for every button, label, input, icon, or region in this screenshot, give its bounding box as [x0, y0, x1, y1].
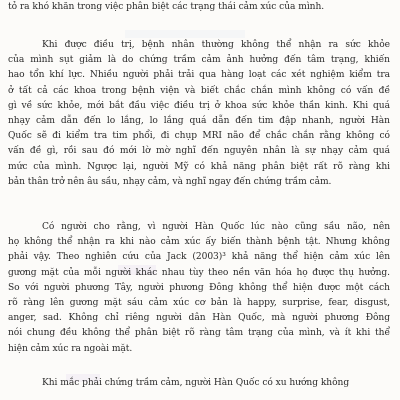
text-line: anger, sad. Không chỉ riêng người dân Hàn Quốc, mà người phương Đông: [8, 313, 390, 324]
text-line: phải vậy. Theo nghiên cứu của Jack (2003)³ khả năng thể hiện cảm xúc lên: [8, 252, 390, 263]
text-line: rõ ràng lên gương mặt sáu cảm xúc cơ bản là happy, surprise, fear, disgust,: [8, 297, 390, 308]
text-line: Khi được điều trị, bệnh nhân thường không thể nhận ra sức khỏe: [42, 40, 390, 50]
paragraph-continuation: [8, 0, 390, 15]
text-line: vấn đề gì, rồi sau đó mới lờ mờ nghĩ đến nguyên nhân là sự nhạy cảm quá: [8, 146, 390, 157]
text-line: Quốc sẽ đi kiểm tra tim phổi, đi chụp MRI não để chắc chắn rằng không có: [8, 131, 390, 142]
text-line: Có người cho rằng, vì người Hàn Quốc lúc nào cũng sầu não, nên: [42, 222, 390, 232]
text-line: nhạy cảm dẫn đến lo lắng, lo lắng quá dẫn đến tim đập nhanh, người Hàn: [8, 115, 390, 126]
paragraph-cultural-expression: [8, 220, 390, 357]
text-line: So với người phương Tây, người phương Đông không thể hiện được một cách: [8, 282, 390, 293]
text-line: bản thân trở nên âu sầu, nhạy cảm, và nghĩ ngay đến chứng trầm cảm.: [8, 176, 332, 187]
text-line: Khi mắc phải chứng trầm cảm, người Hàn Quốc có xu hướng không: [42, 378, 350, 388]
text-line: hao tổn khí lực. Nhiều người phải trải qua hàng loạt các xét nghiệm kiểm tra: [8, 70, 390, 81]
text-line: gương mặt của mỗi người khác nhau tùy theo nền văn hóa họ được thụ hưởng.: [8, 267, 390, 278]
paragraph-depression-diagnosis: [8, 38, 390, 190]
text-line: nói chung đều không thể phân biệt rõ ràng tâm trạng của mình, và ít khi thể: [8, 328, 390, 339]
text-line: của mình sụt giảm là do chứng trầm cảm ảnh hưởng đến tâm trạng, khiến: [8, 55, 390, 66]
bleed-through-mark: [125, 30, 245, 38]
text-line: tỏ ra khó khăn trong việc phân biệt các trạng thái cảm xúc của mình.: [8, 2, 325, 12]
paragraph-partial: [8, 376, 390, 391]
text-line: mức của mình. Ngược lại, người Mỹ có khả năng phân biệt rất rõ ràng khi: [8, 161, 390, 172]
text-line: hiện cảm xúc ra ngoài mặt.: [8, 343, 133, 354]
text-line: gì về sức khỏe, mới bắt đầu việc điều trị ở khoa sức khỏe thần kinh. Khi quá: [8, 100, 390, 111]
text-line: họ không thể nhận ra khi nào cảm xúc ấy biến thành bệnh tật. Nhưng không: [8, 237, 390, 248]
text-line: ở tất cả các khoa trong bệnh viện và biết chắc chắn mình không có vấn đề: [8, 85, 390, 96]
